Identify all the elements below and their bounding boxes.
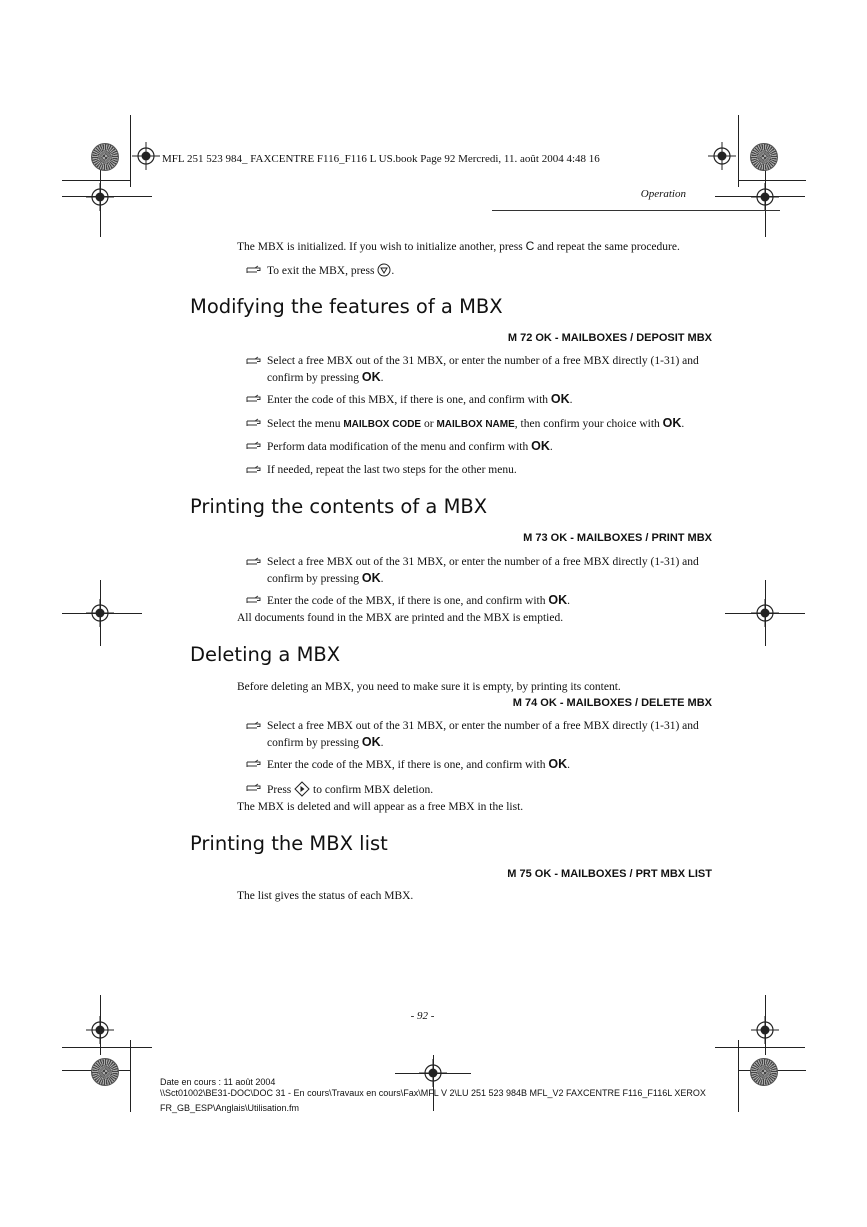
list-status-text: The list gives the status of each MBX.	[237, 890, 414, 902]
registration-mark-icon	[419, 1059, 447, 1087]
running-head: Operation	[640, 188, 686, 200]
color-rosette-icon	[91, 1058, 119, 1086]
delete-intro-text: Before deleting an MBX, you need to make sure it is empty, by printing its content.	[237, 681, 621, 693]
pointing-hand-icon	[246, 264, 262, 276]
print-result-text: All documents found in the MBX are printed and the MBX is emptied.	[237, 612, 564, 624]
stop-key-icon	[377, 263, 391, 277]
section-title-list: Printing the MBX list	[190, 832, 388, 855]
registration-mark-icon	[751, 1016, 779, 1044]
section-title-print: Printing the contents of a MBX	[190, 495, 488, 518]
menu-path-modify: M 72 OK - MAILBOXES / DEPOSIT MBX	[507, 332, 712, 344]
c-key: C	[525, 239, 535, 253]
registration-mark-icon	[86, 599, 114, 627]
page-number: - 92 -	[410, 1010, 435, 1022]
header-rule	[492, 210, 780, 211]
registration-mark-icon	[86, 183, 114, 211]
pointing-hand-icon	[246, 355, 262, 367]
menu-path-list: M 75 OK - MAILBOXES / PRT MBX LIST	[507, 868, 712, 880]
footer-path: \\Sct01002\BE31-DOC\DOC 31 - En cours\Travaux en cours\Fax\MFL V 2\LU 251 523 984B MFL_V2 FAXCENTRE F116_F116L XEROX	[160, 1088, 706, 1098]
delete-result-text: The MBX is deleted and will appear as a free MBX in the list.	[237, 801, 524, 813]
registration-mark-icon	[751, 183, 779, 211]
color-rosette-icon	[750, 143, 778, 171]
start-key-icon	[294, 781, 310, 797]
color-rosette-icon	[91, 143, 119, 171]
pointing-hand-icon	[246, 556, 262, 568]
file-info-line: MFL 251 523 984_ FAXCENTRE F116_F116 L US.book Page 92 Mercredi, 11. août 2004 4:48 16	[162, 153, 600, 165]
pointing-hand-icon	[246, 417, 262, 429]
pointing-hand-icon	[246, 440, 262, 452]
registration-mark-icon	[751, 599, 779, 627]
registration-mark-icon	[132, 142, 160, 170]
pointing-hand-icon	[246, 393, 262, 405]
footer-filename: FR_GB_ESP\Anglais\Utilisation.fm	[160, 1103, 300, 1113]
footer-date: Date en cours : 11 août 2004	[160, 1077, 276, 1087]
menu-path-delete: M 74 OK - MAILBOXES / DELETE MBX	[512, 697, 712, 709]
intro-text: The MBX is initialized. If you wish to initialize another, press C and repeat the same procedure.	[237, 239, 680, 253]
pointing-hand-icon	[246, 464, 262, 476]
color-rosette-icon	[750, 1058, 778, 1086]
pointing-hand-icon	[246, 594, 262, 606]
registration-mark-icon	[86, 1016, 114, 1044]
section-title-modify: Modifying the features of a MBX	[190, 295, 503, 318]
menu-path-print: M 73 OK - MAILBOXES / PRINT MBX	[523, 532, 712, 544]
pointing-hand-icon	[246, 758, 262, 770]
registration-mark-icon	[708, 142, 736, 170]
section-title-delete: Deleting a MBX	[190, 643, 341, 666]
pointing-hand-icon	[246, 720, 262, 732]
pointing-hand-icon	[246, 782, 262, 794]
